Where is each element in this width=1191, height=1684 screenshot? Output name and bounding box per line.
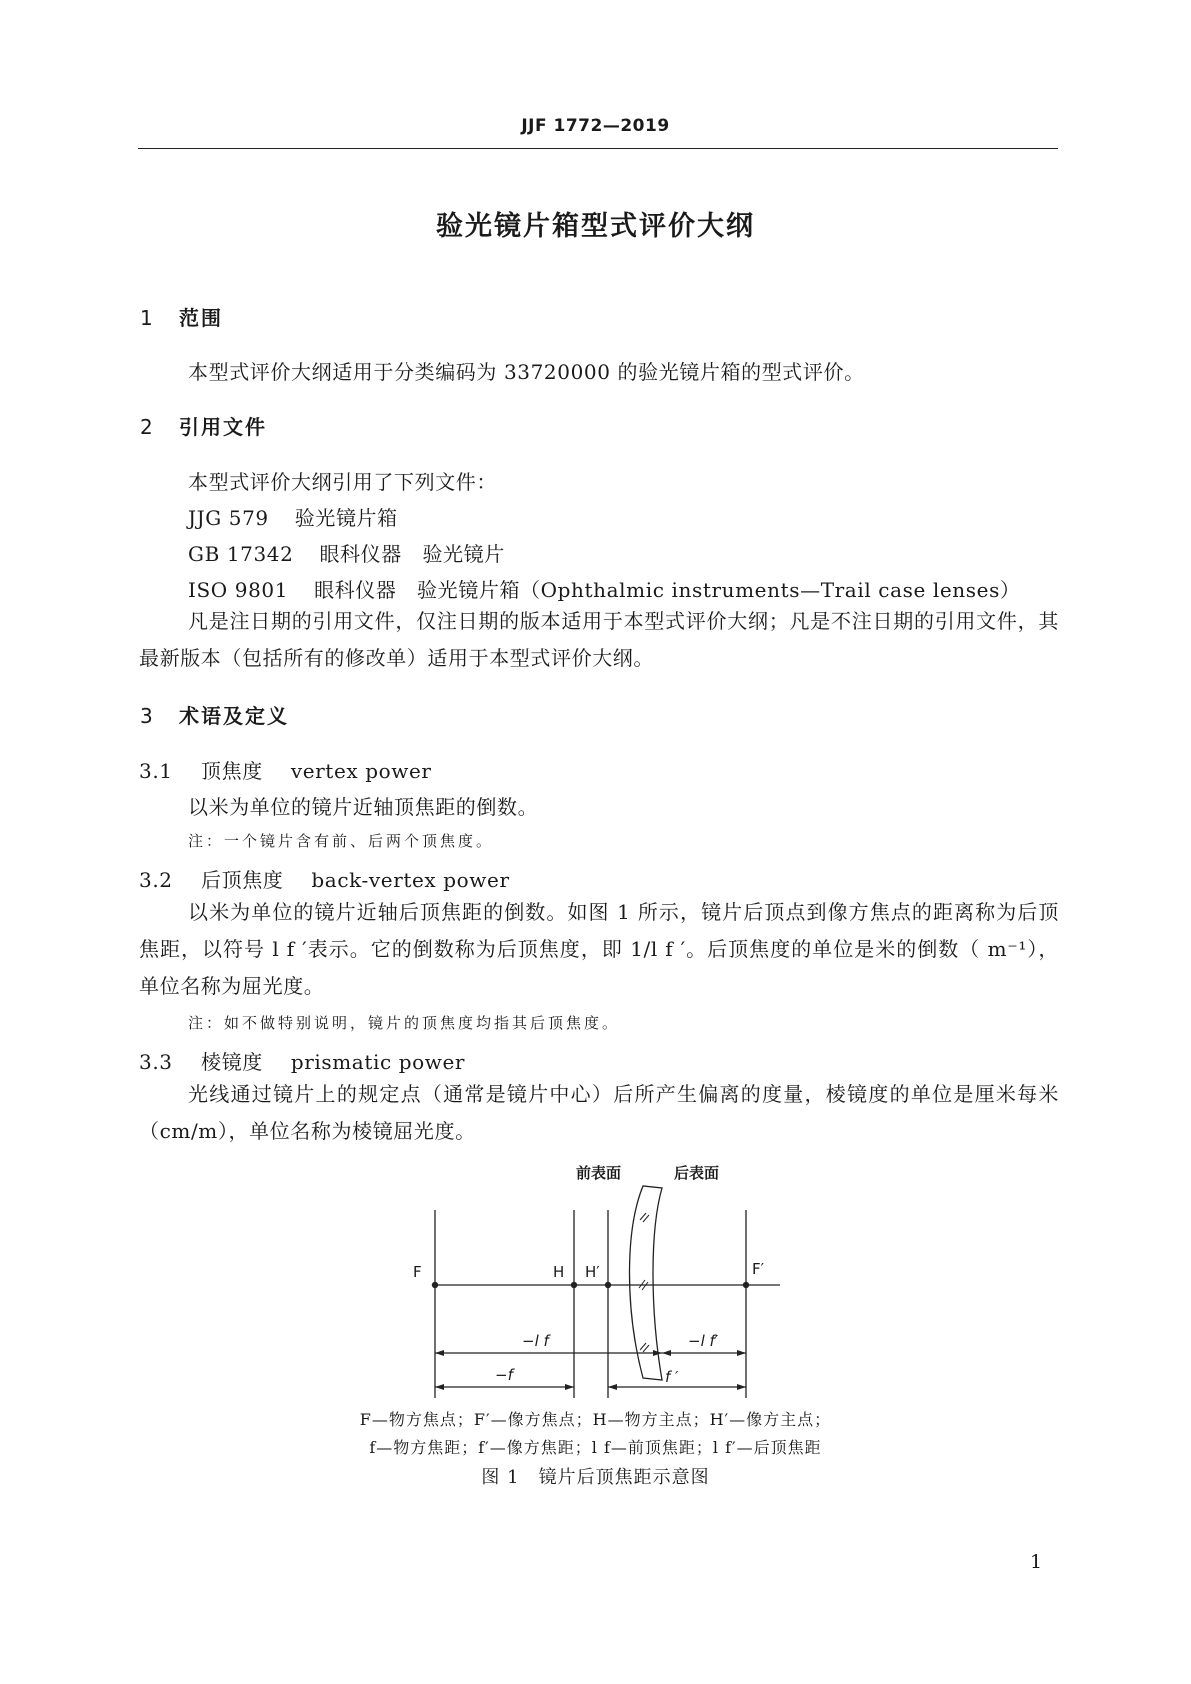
- section-2-heading: [140, 411, 267, 440]
- label-neg-f: −f: [495, 1366, 513, 1384]
- term-number: 3.2: [139, 868, 173, 892]
- term-name-zh: 棱镜度: [201, 1050, 263, 1074]
- lens-shape: [630, 1186, 663, 1380]
- lens-hatching: [639, 1213, 649, 1352]
- reference-code: JJG 579: [188, 506, 269, 530]
- label-neg-lf: −l f: [522, 1332, 549, 1350]
- reference-item: [188, 502, 398, 531]
- page-number: 1: [1030, 1551, 1043, 1573]
- term-body: 以米为单位的镜片近轴后顶焦距的倒数。如图 1 所示，镜片后顶点到像方焦点的距离称为后顶焦距，以符号 l f ′表示。它的倒数称为后顶焦度，即 1/l f ′。后顶焦度的单位是米的倒数（ m⁻¹），单位名称为屈光度。: [139, 900, 1059, 998]
- point-f-marker: [432, 1282, 438, 1288]
- term-heading: [139, 1046, 465, 1075]
- label-f-prime: F′: [752, 1260, 765, 1278]
- reference-code: ISO 9801: [188, 578, 289, 602]
- header-rule: [138, 148, 1058, 149]
- section-2-intro: 本型式评价大纲引用了下列文件：: [188, 470, 497, 494]
- figure-caption: 图 1 镜片后顶焦距示意图: [481, 1467, 710, 1488]
- term-heading: [139, 864, 510, 893]
- term-number: 3.3: [139, 1050, 173, 1074]
- section-3-heading: [140, 700, 289, 729]
- label-f: F: [413, 1263, 422, 1281]
- label-f-prime-dim: f ′: [665, 1368, 679, 1386]
- section-2-title: 引用文件: [179, 415, 267, 439]
- header-code: JJF 1772—2019: [521, 116, 670, 136]
- section-1-body: 本型式评价大纲适用于分类编码为 33720000 的验光镜片箱的型式评价。: [188, 360, 865, 384]
- section-1-heading: [140, 302, 223, 331]
- term-body: 以米为单位的镜片近轴顶焦距的倒数。: [188, 795, 539, 819]
- front-surface-label: 前表面: [576, 1164, 622, 1182]
- section-3-number: 3: [140, 704, 155, 728]
- term-number: 3.1: [139, 759, 173, 783]
- term-name-en: vertex power: [290, 759, 432, 783]
- section-1-title: 范围: [179, 306, 223, 330]
- term-name-en: back-vertex power: [311, 868, 510, 892]
- term-name-en: prismatic power: [290, 1050, 466, 1074]
- label-h: H: [553, 1263, 565, 1281]
- reference-name: 眼科仪器 验光镜片箱（Ophthalmic instruments—Trail case lenses）: [314, 578, 1021, 602]
- section-2-closing: 凡是注日期的引用文件，仅注日期的版本适用于本型式评价大纲；凡是不注日期的引用文件，其最新版本（包括所有的修改单）适用于本型式评价大纲。: [139, 609, 1059, 670]
- reference-code: GB 17342: [188, 542, 294, 566]
- figure-legend-line-1: F—物方焦点；F′—像方焦点；H—物方主点；H′—像方主点；: [359, 1410, 832, 1429]
- section-1-number: 1: [140, 306, 155, 330]
- reference-item: [188, 538, 505, 567]
- point-h-prime-marker: [605, 1282, 611, 1288]
- point-f-prime-marker: [743, 1282, 749, 1288]
- term-heading: [139, 755, 432, 784]
- reference-name: 验光镜片箱: [294, 506, 398, 530]
- page-title: 验光镜片箱型式评价大纲: [436, 211, 755, 242]
- figure-legend-line-2: f—物方焦距；f′—像方焦距；l f—前顶焦距；l f′—后顶焦距: [369, 1438, 822, 1457]
- reference-item: [188, 574, 1021, 603]
- label-h-prime: H′: [585, 1263, 600, 1281]
- term-note: 注：一个镜片含有前、后两个顶焦度。: [188, 832, 495, 850]
- lens-diagram: [400, 1160, 800, 1400]
- back-surface-label: 后表面: [674, 1164, 720, 1182]
- term-name-zh: 顶焦度: [201, 759, 263, 783]
- point-h-marker: [571, 1282, 577, 1288]
- reference-name: 眼科仪器 验光镜片: [319, 542, 505, 566]
- section-3-title: 术语及定义: [179, 704, 289, 728]
- term-body: 光线通过镜片上的规定点（通常是镜片中心）后所产生偏离的度量，棱镜度的单位是厘米每米（cm/m），单位名称为棱镜屈光度。: [139, 1082, 1059, 1143]
- term-note: 注：如不做特别说明，镜片的顶焦度均指其后顶焦度。: [188, 1014, 621, 1032]
- term-name-zh: 后顶焦度: [201, 868, 284, 892]
- section-2-number: 2: [140, 415, 155, 439]
- label-neg-lf-prime: −l f′: [688, 1332, 719, 1350]
